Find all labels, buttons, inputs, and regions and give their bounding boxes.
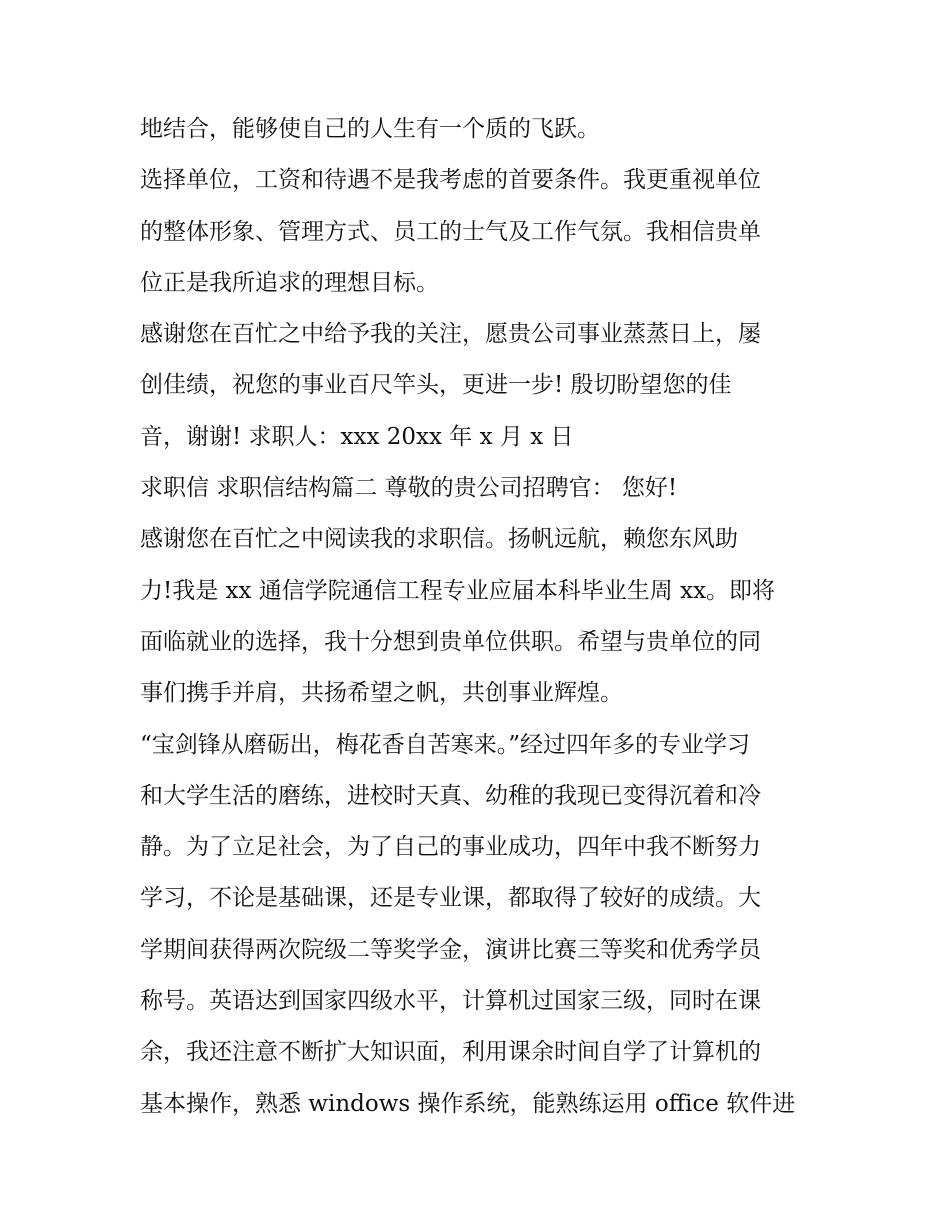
text-line: 称号。英语达到国家四级水平，计算机过国家三级，同时在课 [140, 988, 761, 1015]
text-line: 学期间获得两次院级二等奖学金，演讲比赛三等奖和优秀学员 [140, 936, 761, 963]
text-line: 感谢您在百忙之中给予我的关注，愿贵公司事业蒸蒸日上，屡 [140, 321, 761, 348]
text-line: 选择单位，工资和待遇不是我考虑的首要条件。我更重视单位 [140, 167, 761, 194]
text-line: 基本操作，熟悉 windows 操作系统，能熟练运用 office 软件进 [140, 1090, 796, 1117]
text-line: “宝剑锋从磨砺出，梅花香自苦寒来。”经过四年多的专业学习 [140, 731, 751, 758]
text-line: 地结合，能够使自己的人生有一个质的飞跃。 [140, 116, 600, 142]
text-line: 创佳绩，祝您的事业百尺竿头，更进一步! 殷切盼望您的佳 [140, 372, 732, 399]
text-line: 的整体形象、管理方式、员工的士气及工作气氛。我相信贵单 [140, 218, 761, 245]
document-body [140, 104, 820, 1130]
text-line: 余，我还注意不断扩大知识面，利用课余时间自学了计算机的 [140, 1039, 761, 1066]
text-line: 求职信 求职信结构篇二 尊敬的贵公司招聘官： 您好! [140, 475, 678, 502]
text-line: 和大学生活的磨练，进校时天真、幼稚的我现已变得沉着和冷 [140, 782, 761, 809]
text-line: 感谢您在百忙之中阅读我的求职信。扬帆远航，赖您东风助 [140, 526, 738, 553]
text-line: 音，谢谢! 求职人：xxx 20xx 年 x 月 x 日 [140, 423, 574, 450]
text-line: 面临就业的选择，我十分想到贵单位供职。希望与贵单位的同 [140, 628, 761, 655]
text-line: 学习，不论是基础课，还是专业课，都取得了较好的成绩。大 [140, 885, 761, 912]
text-line: 事们携手并肩，共扬希望之帆，共创事业辉煌。 [140, 680, 623, 707]
text-line: 力!我是 xx 通信学院通信工程专业应届本科毕业生周 xx。即将 [140, 577, 776, 604]
text-line: 静。为了立足社会，为了自己的事业成功，四年中我不断努力 [140, 834, 761, 861]
text-line: 位正是我所追求的理想目标。 [140, 269, 439, 296]
